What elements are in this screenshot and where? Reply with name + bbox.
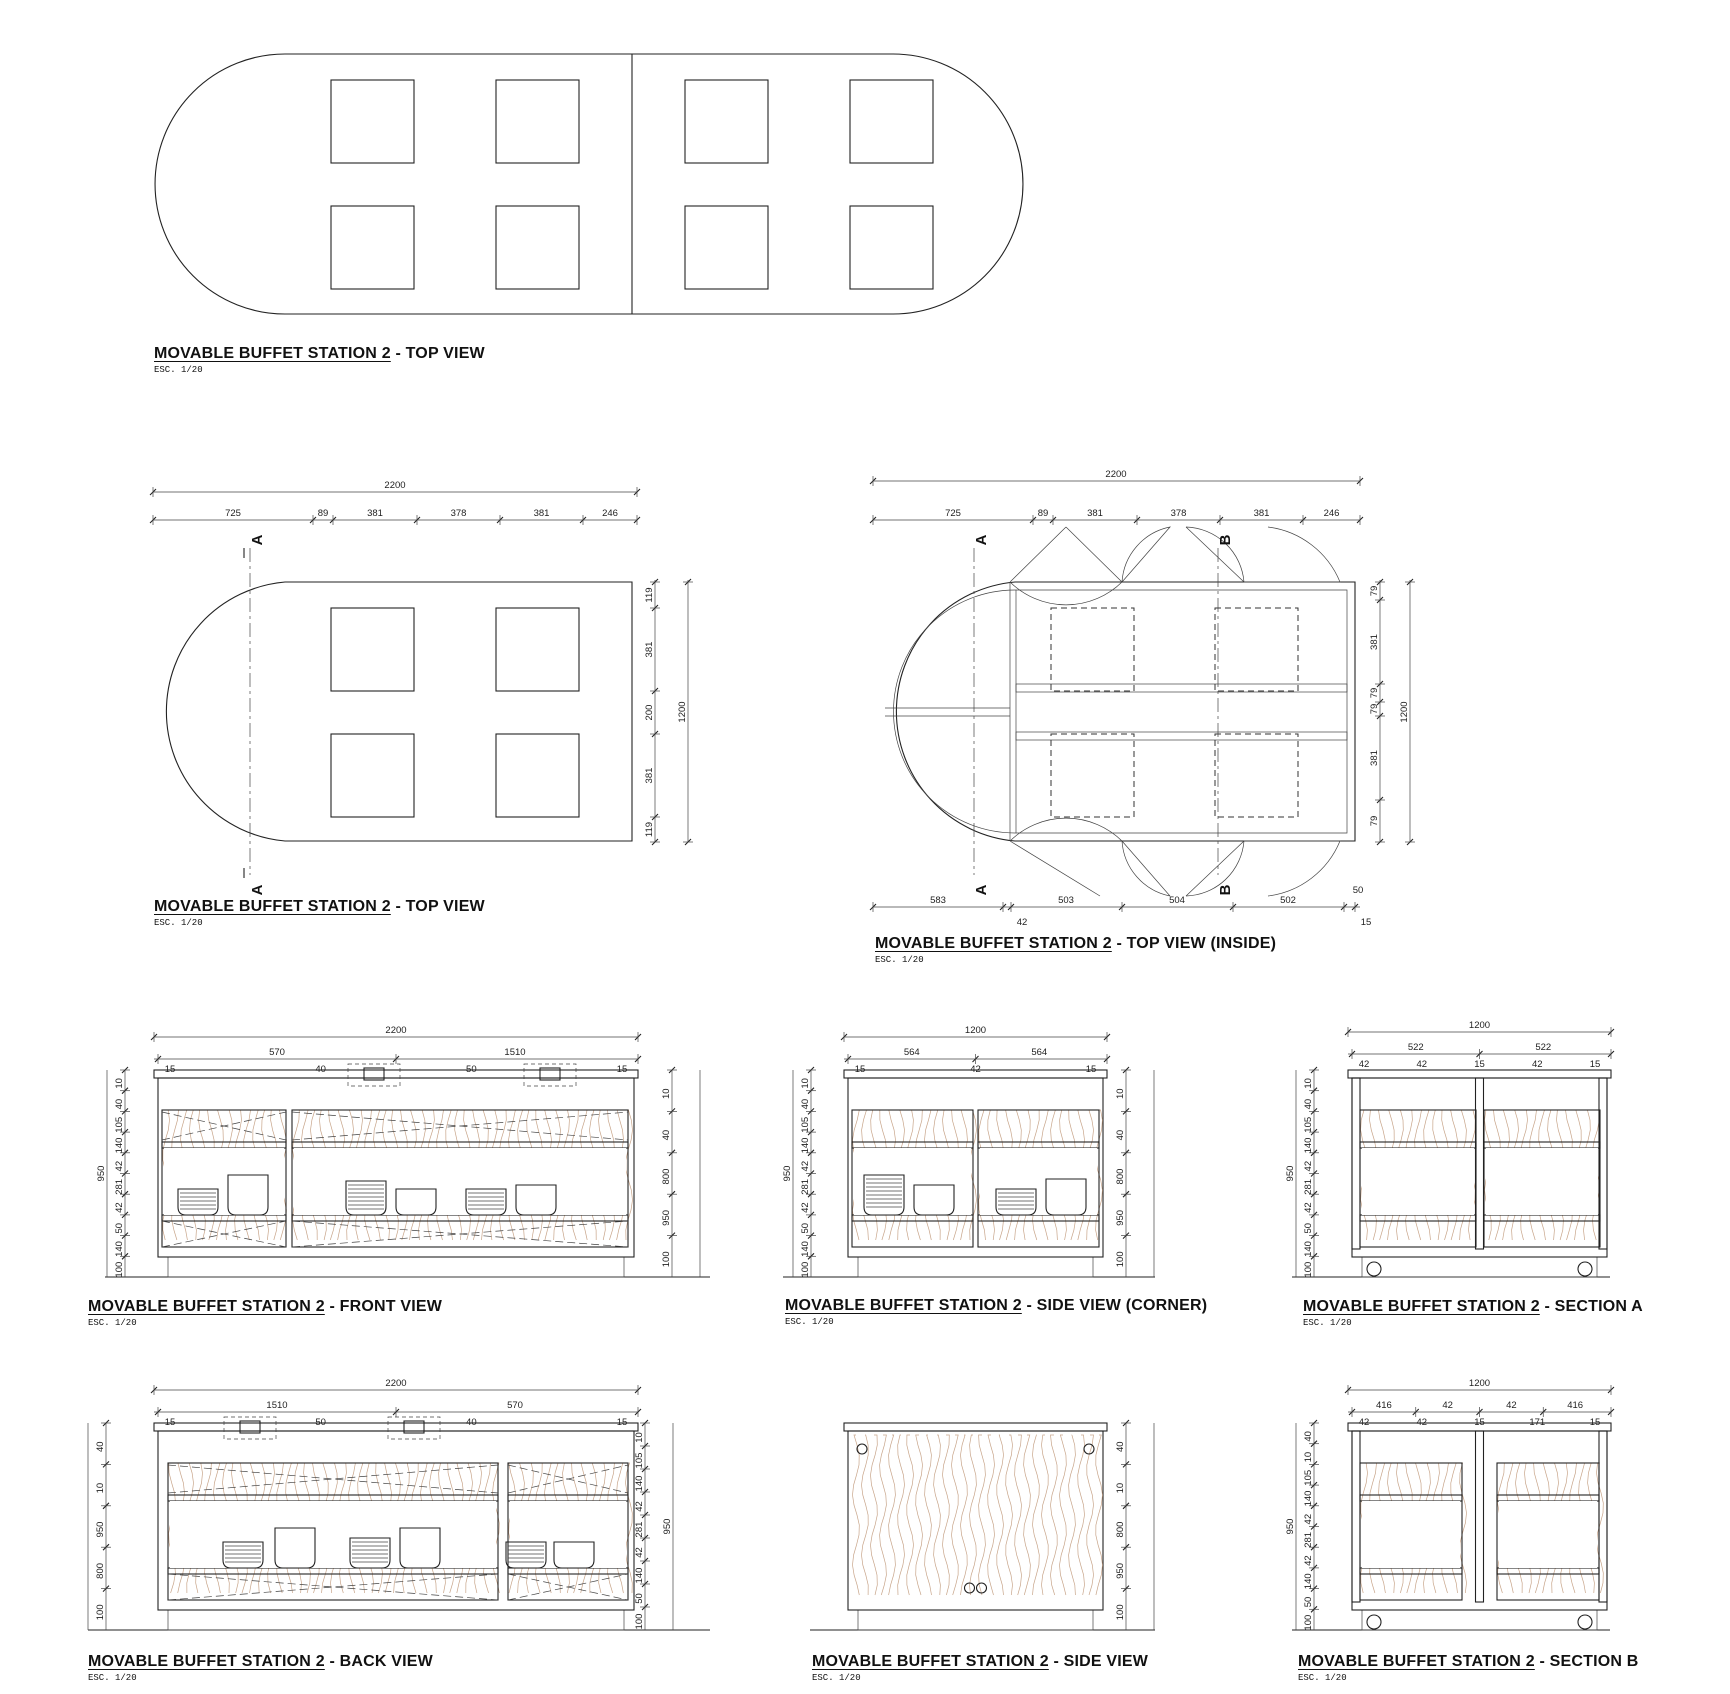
title-side-view-corner: MOVABLE BUFFET STATION 2 - SIDE VIEW (CORNER) bbox=[785, 1297, 1208, 1314]
dimension-value: 950 bbox=[1285, 1165, 1296, 1182]
dimension-value: A bbox=[249, 534, 266, 546]
dimension-value: 42 bbox=[634, 1501, 645, 1512]
dimension-value: 42 bbox=[1303, 1555, 1314, 1566]
dimension-value: 200 bbox=[644, 704, 655, 721]
dimension-value: 42 bbox=[114, 1202, 125, 1213]
dimension-value: 42 bbox=[1016, 917, 1028, 928]
dimension-value: 40 bbox=[1303, 1431, 1314, 1442]
dimension-value: 800 bbox=[95, 1562, 106, 1579]
dimension-value: 40 bbox=[800, 1098, 811, 1110]
dimension-value: 50 bbox=[315, 1417, 326, 1428]
dimension-value: 10 bbox=[1115, 1088, 1126, 1099]
dimension-value: 10 bbox=[95, 1482, 106, 1494]
dimension-value: 381 bbox=[1253, 508, 1270, 519]
dimension-value: 40 bbox=[95, 1441, 106, 1452]
dimension-value: 40 bbox=[1115, 1441, 1126, 1452]
dimension-value: 378 bbox=[450, 508, 467, 519]
dimension-value: 42 bbox=[1358, 1417, 1370, 1428]
dimension-value: 522 bbox=[1535, 1042, 1552, 1053]
dimension-value: 50 bbox=[1352, 885, 1364, 896]
dimension-value: 42 bbox=[1531, 1059, 1543, 1070]
dimension-value: 105 bbox=[114, 1116, 125, 1133]
title-section-b: MOVABLE BUFFET STATION 2 - SECTION B bbox=[1298, 1653, 1639, 1670]
dimension-value: 140 bbox=[634, 1567, 645, 1584]
dimension-value: 10 bbox=[1115, 1482, 1126, 1494]
dimension-value: 40 bbox=[1303, 1098, 1314, 1110]
title-front-view: MOVABLE BUFFET STATION 2 - FRONT VIEW bbox=[88, 1298, 443, 1315]
dimension-value: 10 bbox=[634, 1432, 645, 1443]
dimension-value: 950 bbox=[95, 1521, 106, 1538]
dimension-value: 800 bbox=[661, 1168, 672, 1185]
dimension-value: 50 bbox=[466, 1064, 477, 1075]
dimension-value: 140 bbox=[800, 1241, 811, 1257]
dimension-value: 89 bbox=[1037, 508, 1049, 519]
dimension-value: 381 bbox=[367, 508, 383, 519]
dimension-value: 100 bbox=[800, 1261, 811, 1278]
dimension-value: A bbox=[249, 884, 266, 896]
dimension-value: 100 bbox=[95, 1604, 106, 1621]
dimension-value: 50 bbox=[114, 1222, 125, 1234]
dimension-value: 381 bbox=[533, 508, 550, 519]
dimension-value: 42 bbox=[1416, 1417, 1428, 1428]
dimension-value: 381 bbox=[1369, 750, 1380, 766]
dimension-value: A bbox=[973, 534, 990, 546]
back-view-cabinet bbox=[88, 1378, 710, 1630]
dimension-value: 140 bbox=[1303, 1241, 1314, 1257]
dimension-value: 1200 bbox=[1468, 1020, 1491, 1031]
dimension-value: 15 bbox=[164, 1064, 176, 1075]
dimension-value: 10 bbox=[661, 1088, 672, 1099]
dimension-value: 725 bbox=[945, 508, 961, 519]
scale-side-view-corner: ESC. 1/20 bbox=[785, 1317, 834, 1327]
dimension-value: 950 bbox=[661, 1209, 672, 1226]
dimension-value: 50 bbox=[1303, 1222, 1314, 1234]
dimension-value: 140 bbox=[634, 1475, 645, 1492]
top-view-inside bbox=[873, 481, 1410, 907]
title-side-view: MOVABLE BUFFET STATION 2 - SIDE VIEW bbox=[812, 1653, 1149, 1670]
top-view-oval bbox=[155, 54, 1023, 314]
dimension-value: 381 bbox=[644, 767, 655, 784]
dimension-value: 2200 bbox=[385, 1378, 407, 1389]
dimension-value: 105 bbox=[1303, 1469, 1314, 1486]
dimension-value: 564 bbox=[1031, 1047, 1048, 1058]
dimension-value: 950 bbox=[96, 1165, 107, 1182]
dimension-value: 1510 bbox=[266, 1400, 288, 1411]
dimension-value: 42 bbox=[800, 1160, 811, 1172]
dimension-value: 281 bbox=[634, 1521, 645, 1538]
dimension-value: 140 bbox=[114, 1241, 125, 1257]
dimension-value: 10 bbox=[1303, 1078, 1314, 1089]
dimension-value: 42 bbox=[114, 1160, 125, 1172]
dimension-value: 246 bbox=[1323, 508, 1340, 519]
dimension-value: A bbox=[973, 884, 990, 896]
dimension-value: 79 bbox=[1369, 703, 1380, 715]
dimension-value: 15 bbox=[1474, 1417, 1485, 1428]
dimension-value: 2200 bbox=[1105, 469, 1127, 480]
dimension-value: 2200 bbox=[385, 1025, 407, 1036]
dimension-value: 119 bbox=[644, 587, 655, 603]
section-a-cabinet bbox=[1285, 1020, 1614, 1278]
dimension-value: 100 bbox=[1303, 1261, 1314, 1278]
dimension-value: 140 bbox=[800, 1137, 811, 1154]
dimension-value: 42 bbox=[634, 1547, 645, 1558]
scale-top-view-2: ESC. 1/20 bbox=[154, 918, 203, 928]
dimension-value: 950 bbox=[662, 1518, 673, 1535]
dimension-value: 504 bbox=[1169, 895, 1185, 906]
dimension-value: 79 bbox=[1369, 687, 1380, 699]
dimension-value: 15 bbox=[164, 1417, 176, 1428]
dimension-value: 42 bbox=[1506, 1400, 1517, 1411]
dimension-value: 522 bbox=[1407, 1042, 1424, 1053]
dimension-value: 140 bbox=[1303, 1490, 1314, 1507]
dimension-value: 40 bbox=[1115, 1129, 1126, 1141]
title-top-view: MOVABLE BUFFET STATION 2 - TOP VIEW bbox=[154, 345, 485, 362]
dimension-value: 42 bbox=[970, 1064, 981, 1075]
dimension-value: 42 bbox=[800, 1202, 811, 1213]
dimension-value: 281 bbox=[800, 1178, 811, 1195]
dimension-value: 378 bbox=[1170, 508, 1187, 519]
dimension-value: 583 bbox=[930, 895, 946, 906]
dimension-value: 140 bbox=[1303, 1573, 1314, 1590]
dimension-value: 725 bbox=[225, 508, 241, 519]
front-view-cabinet bbox=[96, 1025, 710, 1278]
dimension-value: 800 bbox=[1115, 1521, 1126, 1538]
dimension-value: 15 bbox=[616, 1064, 628, 1075]
dimension-value: 140 bbox=[114, 1137, 125, 1154]
dimension-value: 119 bbox=[644, 821, 655, 838]
side-view-cabinet bbox=[810, 1420, 1155, 1630]
dimension-value: 100 bbox=[1115, 1604, 1126, 1621]
dimension-value: 42 bbox=[1303, 1160, 1314, 1172]
dimension-value: 105 bbox=[1303, 1116, 1314, 1133]
dimension-value: 1200 bbox=[1468, 1378, 1491, 1389]
dimension-value: 281 bbox=[1303, 1178, 1314, 1195]
dimension-value: 281 bbox=[1303, 1531, 1314, 1548]
dimension-value: 15 bbox=[854, 1064, 866, 1075]
dimension-value: 79 bbox=[1369, 585, 1380, 597]
dimension-value: 105 bbox=[800, 1116, 811, 1133]
dimension-value: 42 bbox=[1303, 1513, 1314, 1525]
scale-top-view-inside: ESC. 1/20 bbox=[875, 955, 924, 965]
dimension-value: 570 bbox=[269, 1047, 285, 1058]
dimension-value: 1510 bbox=[504, 1047, 526, 1058]
dimension-value: B bbox=[1217, 884, 1234, 896]
dimension-value: 570 bbox=[507, 1400, 523, 1411]
dimension-value: 50 bbox=[800, 1222, 811, 1234]
dimension-value: 40 bbox=[315, 1064, 326, 1075]
dimension-value: 100 bbox=[114, 1261, 125, 1278]
dimension-value: 100 bbox=[1303, 1614, 1314, 1631]
dimension-value: 10 bbox=[800, 1078, 811, 1089]
dimension-value: 246 bbox=[602, 508, 618, 519]
dimension-value: 416 bbox=[1567, 1400, 1584, 1411]
dimension-value: 950 bbox=[1115, 1562, 1126, 1579]
dimension-value: 1200 bbox=[1399, 701, 1410, 723]
dimension-value: 100 bbox=[634, 1613, 645, 1630]
dimension-value: 15 bbox=[1085, 1064, 1097, 1075]
scale-front-view: ESC. 1/20 bbox=[88, 1318, 137, 1328]
side-view-corner-cabinet bbox=[782, 1025, 1155, 1278]
dimension-value: 564 bbox=[903, 1047, 920, 1058]
dimension-value: 15 bbox=[1474, 1059, 1485, 1070]
dimension-value: 15 bbox=[616, 1417, 628, 1428]
dimension-value: 50 bbox=[634, 1593, 645, 1604]
title-top-view-inside: MOVABLE BUFFET STATION 2 - TOP VIEW (INSIDE) bbox=[875, 935, 1277, 952]
dimension-value: 800 bbox=[1115, 1168, 1126, 1185]
dimension-value: 1200 bbox=[964, 1025, 987, 1036]
dimension-value: 100 bbox=[661, 1251, 672, 1268]
dimension-value: 950 bbox=[1115, 1209, 1126, 1226]
top-view-half bbox=[153, 492, 688, 878]
dimension-value: 381 bbox=[644, 641, 655, 658]
section-b-cabinet bbox=[1285, 1378, 1614, 1631]
dimension-value: 10 bbox=[114, 1078, 125, 1089]
dimension-value: 140 bbox=[1303, 1137, 1314, 1154]
dimension-value: 89 bbox=[317, 508, 329, 519]
dimension-value: 2200 bbox=[384, 480, 406, 491]
title-top-view-2: MOVABLE BUFFET STATION 2 - TOP VIEW bbox=[154, 898, 485, 915]
dimension-value: 105 bbox=[634, 1452, 645, 1469]
dimension-value: 1200 bbox=[677, 701, 688, 723]
scale-back-view: ESC. 1/20 bbox=[88, 1673, 137, 1683]
scale-side-view: ESC. 1/20 bbox=[812, 1673, 861, 1683]
dimension-value: 42 bbox=[1416, 1059, 1428, 1070]
scale-section-a: ESC. 1/20 bbox=[1303, 1318, 1352, 1328]
dimension-value: 40 bbox=[466, 1417, 477, 1428]
dimension-value: 10 bbox=[1303, 1451, 1314, 1463]
dimension-value: 281 bbox=[114, 1178, 125, 1195]
dimension-value: 79 bbox=[1369, 815, 1380, 827]
dimension-value: 50 bbox=[1303, 1596, 1314, 1608]
scale-section-b: ESC. 1/20 bbox=[1298, 1673, 1347, 1683]
dimension-value: 15 bbox=[1589, 1059, 1601, 1070]
dimension-value: 381 bbox=[1087, 508, 1103, 519]
dimension-value: 42 bbox=[1442, 1400, 1453, 1411]
dimension-value: 950 bbox=[782, 1165, 793, 1182]
scale-top-view: ESC. 1/20 bbox=[154, 365, 203, 375]
dimension-value: 42 bbox=[1358, 1059, 1370, 1070]
dimension-value: 416 bbox=[1375, 1400, 1392, 1411]
dimension-value: 503 bbox=[1058, 895, 1074, 906]
dimension-value: 950 bbox=[1285, 1518, 1296, 1535]
dimension-value: 40 bbox=[114, 1098, 125, 1110]
dimension-value: 42 bbox=[1303, 1202, 1314, 1213]
title-back-view: MOVABLE BUFFET STATION 2 - BACK VIEW bbox=[88, 1653, 433, 1670]
dimension-value: B bbox=[1217, 534, 1234, 546]
dimension-value: 502 bbox=[1280, 895, 1296, 906]
dimension-value: 381 bbox=[1369, 634, 1380, 650]
dimension-value: 15 bbox=[1360, 917, 1372, 928]
dimension-value: 100 bbox=[1115, 1251, 1126, 1268]
dimension-value: 40 bbox=[661, 1129, 672, 1141]
title-section-a: MOVABLE BUFFET STATION 2 - SECTION A bbox=[1303, 1298, 1643, 1315]
dimension-value: 15 bbox=[1589, 1417, 1601, 1428]
dimension-value: 171 bbox=[1529, 1417, 1546, 1428]
